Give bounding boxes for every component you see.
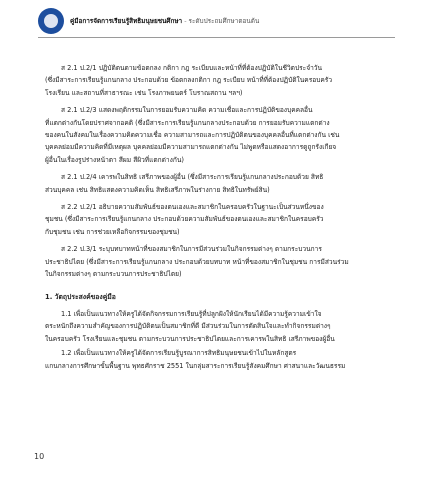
text-line: โรงเรียน และสถานที่สาธารณะ เช่น โรงภาพยนตร์ โบราณสถาน ฯลฯ) bbox=[45, 88, 243, 97]
indicator-paragraph bbox=[45, 201, 400, 238]
document-body bbox=[45, 62, 400, 374]
page-header bbox=[38, 6, 398, 36]
header-subtitle: ระดับประถมศึกษาตอนต้น bbox=[188, 16, 260, 25]
text-line: ผู้อื่นในเรื่องรูปร่างหน้าตา สีผม สีผิวที่แตกต่างกัน) bbox=[45, 155, 184, 164]
text-line: กับชุมชน เช่น การช่วยเหลือกิจกรรมของชุมชน) bbox=[45, 227, 180, 236]
school-emblem-icon bbox=[38, 8, 64, 34]
objective-item bbox=[45, 308, 400, 345]
text-line: ส 2.2 ป.3/1 ระบุบทบาทหน้าที่ของสมาชิกในการมีส่วนร่วมในกิจกรรมต่างๆ ตามกระบวนการ bbox=[61, 245, 322, 254]
text-line: 1.1 เพื่อเป็นแนวทางให้ครูได้จัดกิจกรรมการเรียนรู้ที่ปลูกฝังให้นักเรียนได้มีความรู้ความเข้าใจ bbox=[61, 309, 322, 318]
text-line: ส 2.1 ป.2/3 แสดงพฤติกรรมในการยอมรับความคิด ความเชื่อและการปฏิบัติของบุคคลอื่น bbox=[61, 106, 313, 115]
text-line: บุคคลย่อมมีความคิดที่มีเหตุผล บุคคลย่อมมีความสามารถแตกต่างกัน ไม่พูดหรือแสดงอาการดูถูกรังเกียจ bbox=[45, 143, 337, 152]
header-text bbox=[70, 18, 259, 24]
text-line: ในครอบครัว โรงเรียนและชุมชน ตามกระบวนการประชาธิปไตยและการเคารพในสิทธิ เสรีภาพของผู้อื่น bbox=[45, 334, 335, 343]
text-line: แกนกลางการศึกษาขั้นพื้นฐาน พุทธศักราช 2551 ในกลุ่มสาระการเรียนรู้สังคมศึกษา ศาสนาและวัฒนธรรม bbox=[45, 361, 346, 370]
header-divider bbox=[38, 37, 395, 38]
text-line: ที่แตกต่างกันโดยปราศจากอคติ (ซึ่งมีสาระการเรียนรู้แกนกลางประกอบด้วย การยอมรับความแตกต่าง bbox=[45, 118, 330, 127]
indicator-paragraph bbox=[45, 62, 400, 99]
indicator-paragraph bbox=[45, 243, 400, 280]
section-heading: 1. วัตถุประสงค์ของคู่มือ bbox=[45, 292, 116, 301]
text-line: 1.2 เพื่อเป็นแนวทางให้ครูได้จัดการเรียนรู้บูรณาการสิทธิมนุษยชนเข้าไปในหลักสูตร bbox=[61, 349, 297, 358]
text-line: ชุมชน (ซึ่งมีสาระการเรียนรู้แกนกลาง ประกอบด้วยความสัมพันธ์ของตนเองและสมาชิกในครอบครัว bbox=[45, 215, 324, 224]
header-separator: - bbox=[182, 16, 189, 25]
text-line: (ซึ่งมีสาระการเรียนรู้แกนกลาง ประกอบด้วย ข้อตกลงกติกา กฎ ระเบียบ หน้าที่ที่ต้องปฏิบัติในครอบครัว bbox=[45, 76, 333, 85]
text-line: ส 2.1 ป.2/4 เคารพในสิทธิ เสรีภาพของผู้อื่น (ซึ่งมีสาระการเรียนรู้แกนกลางประกอบด้วย สิทธิ bbox=[61, 173, 324, 182]
text-line: ประชาธิปไตย (ซึ่งมีสาระการเรียนรู้แกนกลาง ประกอบด้วยบทบาท หน้าที่ของสมาชิกในชุมชน การมีส่วนร่วม bbox=[45, 257, 349, 266]
text-line: ตระหนักถึงความสำคัญของการปฏิบัติตนเป็นสมาชิกที่ดี มีส่วนร่วมในการตัดสินใจและทำกิจกรรมต่างๆ bbox=[45, 322, 331, 331]
text-line: ส 2.1 ป.2/1 ปฏิบัติตนตามข้อตกลง กติกา กฎ ระเบียบและหน้าที่ที่ต้องปฏิบัติในชีวิตประจำวัน bbox=[61, 64, 322, 72]
text-line: ในกิจกรรมต่างๆ ตามกระบวนการประชาธิปไตย) bbox=[45, 270, 182, 279]
text-line: ส 2.2 ป.2/1 อธิบายความสัมพันธ์ของตนเองและสมาชิกในครอบครัวในฐานะเป็นส่วนหนึ่งของ bbox=[61, 203, 324, 212]
indicator-paragraph bbox=[45, 104, 400, 166]
objective-item bbox=[45, 347, 400, 372]
text-line: ส่วนบุคคล เช่น สิทธิแสดงความคิดเห็น สิทธิเสรีภาพในร่างกาย สิทธิในทรัพย์สิน) bbox=[45, 185, 270, 194]
header-title: คู่มือการจัดการเรียนรู้สิทธิมนุษยชนศึกษา bbox=[70, 16, 183, 25]
text-line: ของคนในสังคมในเรื่องความคิดความเชื่อ ความสามารถและการปฏิบัติตนของบุคคลอื่นที่แตกต่างกัน เช่น bbox=[45, 131, 340, 140]
page-number: 10 bbox=[34, 452, 45, 461]
indicator-paragraph bbox=[45, 171, 400, 196]
